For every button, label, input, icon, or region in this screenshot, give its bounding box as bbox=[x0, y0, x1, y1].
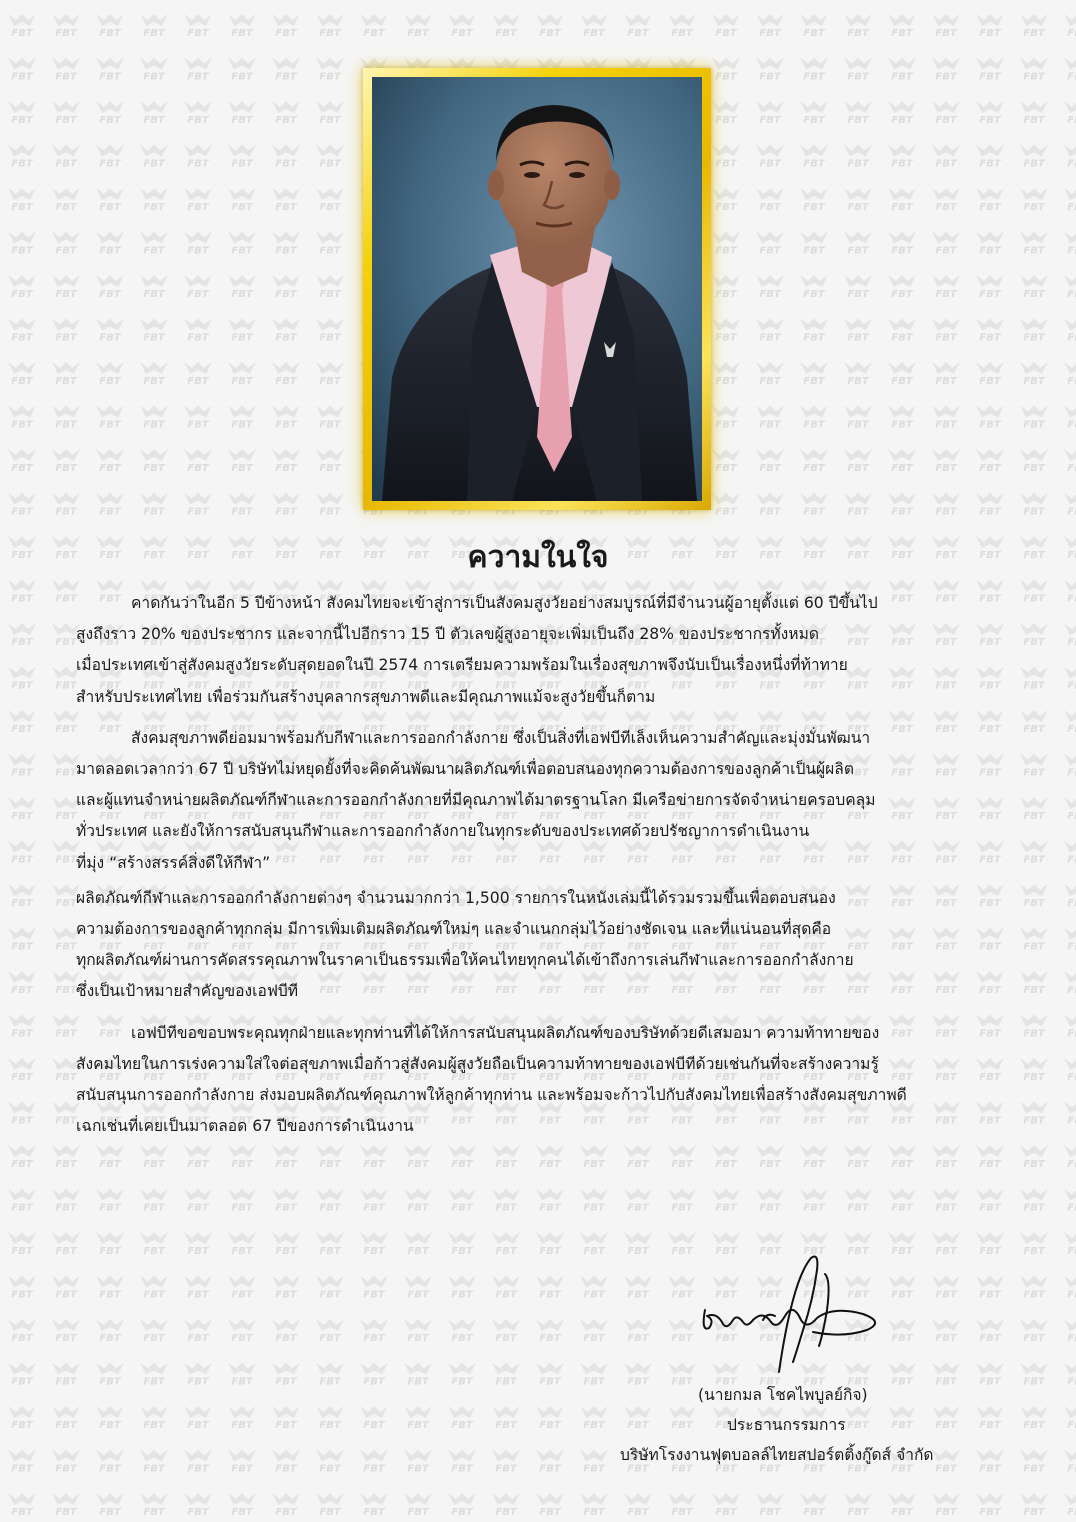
paragraph-2 bbox=[76, 723, 1001, 879]
chairman-portrait bbox=[372, 77, 702, 501]
text-line: ความต้องการของลูกค้าทุกกลุ่ม มีการเพิ่มเติมผลิตภัณฑ์ใหม่ๆ และจำแนกกลุ่มไว้อย่างชัดเจน และที่แน่นอนที่สุดคือ bbox=[76, 920, 832, 939]
text-line: สังคมไทยในการเร่งความใส่ใจต่อสุขภาพเมื่อก้าวสู่สังคมผู้สูงวัยถือเป็นความท้าทายของเอฟบีทีด้วยเช่นกันที่จะสร้างความรู้ bbox=[76, 1054, 879, 1073]
handwritten-signature bbox=[693, 1250, 893, 1380]
paragraph-3 bbox=[76, 883, 1001, 1008]
text-line: เอฟบีทีขอขอบพระคุณทุกฝ่ายและทุกท่านที่ได้ให้การสนับสนุนผลิตภัณฑ์ของบริษัทด้วยดีเสมอมา ความท้าทายของ bbox=[131, 1023, 880, 1042]
signer-company: บริษัทโรงงานฟุตบอลล์ไทยสปอร์ตติ้งกู๊ดส์ จำกัด bbox=[620, 1446, 934, 1464]
signer-position: ประธานกรรมการ bbox=[727, 1416, 846, 1434]
text-line: ทั่วประเทศ และยังให้การสนับสนุนกีฬาและการออกกำลังกายในทุกระดับของประเทศด้วยปรัชญาการดำเนินงาน bbox=[76, 822, 810, 841]
signer-name: (นายกมล โชคไพบูลย์กิจ) bbox=[698, 1386, 868, 1404]
text-line: สังคมสุขภาพดีย่อมมาพร้อมกับกีฬาและการออกกำลังกาย ซึ่งเป็นสิ่งที่เอฟบีทีเล็งเห็นความสำคัญและมุ่งมั่นพัฒนา bbox=[131, 728, 871, 747]
text-line: ผลิตภัณฑ์กีฬาและการออกกำลังกายต่างๆ จำนวนมากกว่า 1,500 รายการในหนังเล่มนี้ได้รวมรวมขึ้นเพื่อตอบสนอง bbox=[76, 888, 836, 907]
text-line: มาตลอดเวลากว่า 67 ปี บริษัทไม่หยุดยั้งที่จะคิดค้นพัฒนาผลิตภัณฑ์เพื่อตอบสนองทุกความต้องการของลูกค้าเป็นผู้ผลิต bbox=[76, 760, 854, 779]
text-line: ซึ่งเป็นเป้าหมายสำคัญของเอฟบีที bbox=[76, 982, 299, 1001]
text-line: คาดกันว่าในอีก 5 ปีข้างหน้า สังคมไทยจะเข้าสู่การเป็นสังคมสูงวัยอย่างสมบูรณ์ที่มีจำนวนผู้อายุตั้งแต่ 60 ปีขึ้นไป bbox=[131, 594, 878, 612]
text-line: ที่มุ่ง “สร้างสรรค์สิ่งดีให้กีฬา” bbox=[76, 853, 271, 872]
text-line: เฉกเช่นที่เคยเป็นมาตลอด 67 ปีของการดำเนินงาน bbox=[76, 1117, 414, 1136]
text-line: เมื่อประเทศเข้าสู่สังคมสูงวัยระดับสุดยอดในปี 2574 การเตรียมความพร้อมในเรื่องสุขภาพจึงนับเป็นเรื่องหนึ่งที่ท้าทาย bbox=[76, 656, 848, 675]
paragraph-1 bbox=[76, 588, 1001, 713]
text-line: สำหรับประเทศไทย เพื่อร่วมกันสร้างบุคลากรสุขภาพดีและมีคุณภาพแม้จะสูงวัยขึ้นก็ตาม bbox=[76, 687, 656, 706]
portrait-frame bbox=[363, 68, 711, 510]
letter-body bbox=[76, 588, 1001, 1142]
text-line: สูงถึงราว 20% ของประชากร และจากนี้ไปอีกราว 15 ปี ตัวเลขผู้สูงอายุจะเพิ่มเป็นถึง 28% ของประชากรทั้งหมด bbox=[76, 625, 819, 644]
letter-title: ความในใจ bbox=[467, 540, 609, 575]
paragraph-4 bbox=[76, 1018, 1001, 1143]
text-line: สนับสนุนการออกกำลังกาย ส่งมอบผลิตภัณฑ์คุณภาพให้ลูกค้าทุกท่าน และพร้อมจะก้าวไปกับสังคมไทยเพื่อสร้างสังคมสุขภาพดี bbox=[76, 1086, 907, 1105]
text-line: ทุกผลิตภัณฑ์ผ่านการคัดสรรคุณภาพในราคาเป็นธรรมเพื่อให้คนไทยทุกคนได้เข้าถึงการเล่นกีฬาและการออกกำลังกาย bbox=[76, 951, 854, 970]
text-line: และผู้แทนจำหน่ายผลิตภัณฑ์กีฬาและการออกกำลังกายที่มีคุณภาพได้มาตรฐานโลก มีเครือข่ายการจัดจำหน่ายครอบคลุม bbox=[76, 791, 876, 810]
